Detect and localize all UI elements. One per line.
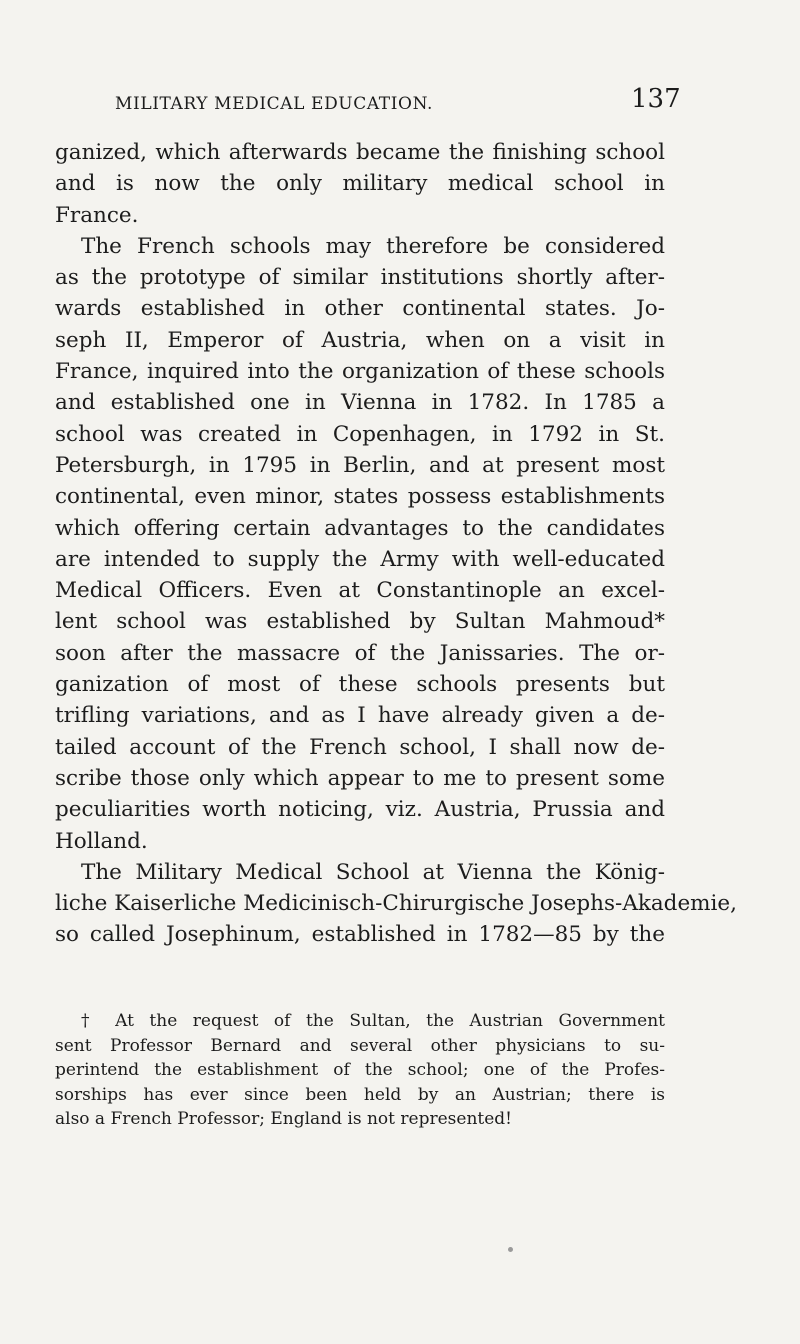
text-line: France. xyxy=(55,202,139,228)
text-line: scribe those only which appear to me to present some xyxy=(55,765,665,791)
running-head: MILITARY MEDICAL EDUCATION. xyxy=(115,94,433,114)
text-line: trifling variations, and as I have already given a de- xyxy=(55,703,665,729)
text-line: The French schools may therefore be considered xyxy=(81,233,665,259)
text-line: tailed account of the French school, I shall now de- xyxy=(55,734,665,760)
footnote-line: † At the request of the Sultan, the Austrian Government xyxy=(81,1011,665,1031)
footnote-line: also a French Professor; England is not represented! xyxy=(55,1109,512,1130)
text-line: so called Josephinum, established in 1782—85 by the xyxy=(55,922,665,948)
text-line: The Military Medical School at Vienna the König- xyxy=(81,859,665,885)
text-line: and established one in Vienna in 1782. In 1785 a xyxy=(55,390,665,416)
footnote-line: perintend the establishment of the school; one of the Profes- xyxy=(55,1060,665,1081)
text-line: soon after the massacre of the Janissaries. The or- xyxy=(55,640,665,666)
footnote-line: sent Professor Bernard and several other physicians to su- xyxy=(55,1035,665,1056)
text-line: wards established in other continental states. Jo- xyxy=(55,296,665,322)
text-line: Petersburgh, in 1795 in Berlin, and at present most xyxy=(55,452,665,478)
body-text xyxy=(55,137,737,951)
text-line: seph II, Emperor of Austria, when on a visit in xyxy=(55,327,665,353)
text-line: Medical Officers. Even at Constantinople an excel- xyxy=(55,578,665,604)
text-line: which offering certain advantages to the candidates xyxy=(55,515,665,541)
footnote xyxy=(55,1009,665,1132)
text-line: Holland. xyxy=(55,828,148,854)
text-line: ganization of most of these schools presents but xyxy=(55,672,665,698)
text-line: peculiarities worth noticing, viz. Austria, Prussia and xyxy=(55,797,665,823)
text-line: ganized, which afterwards became the finishing school xyxy=(55,140,665,165)
text-line: liche Kaiserliche Medicinisch-Chirurgische Josephs-Akademie, xyxy=(55,891,737,917)
ink-speck xyxy=(508,1247,513,1252)
footnote-line: sorships has ever since been held by an Austrian; there is xyxy=(55,1084,665,1105)
text-line: lent school was established by Sultan Mahmoud* xyxy=(55,609,665,635)
text-line: France, inquired into the organization of these schools xyxy=(55,359,665,385)
text-line: as the prototype of similar institutions shortly after- xyxy=(55,265,665,291)
page-number: 137 xyxy=(631,84,681,114)
text-line: and is now the only military medical school in xyxy=(55,171,665,197)
text-line: are intended to supply the Army with well-educated xyxy=(55,546,665,572)
text-line: school was created in Copenhagen, in 1792 in St. xyxy=(55,421,665,447)
page-header xyxy=(0,84,800,124)
text-line: continental, even minor, states possess establishments xyxy=(55,484,665,510)
